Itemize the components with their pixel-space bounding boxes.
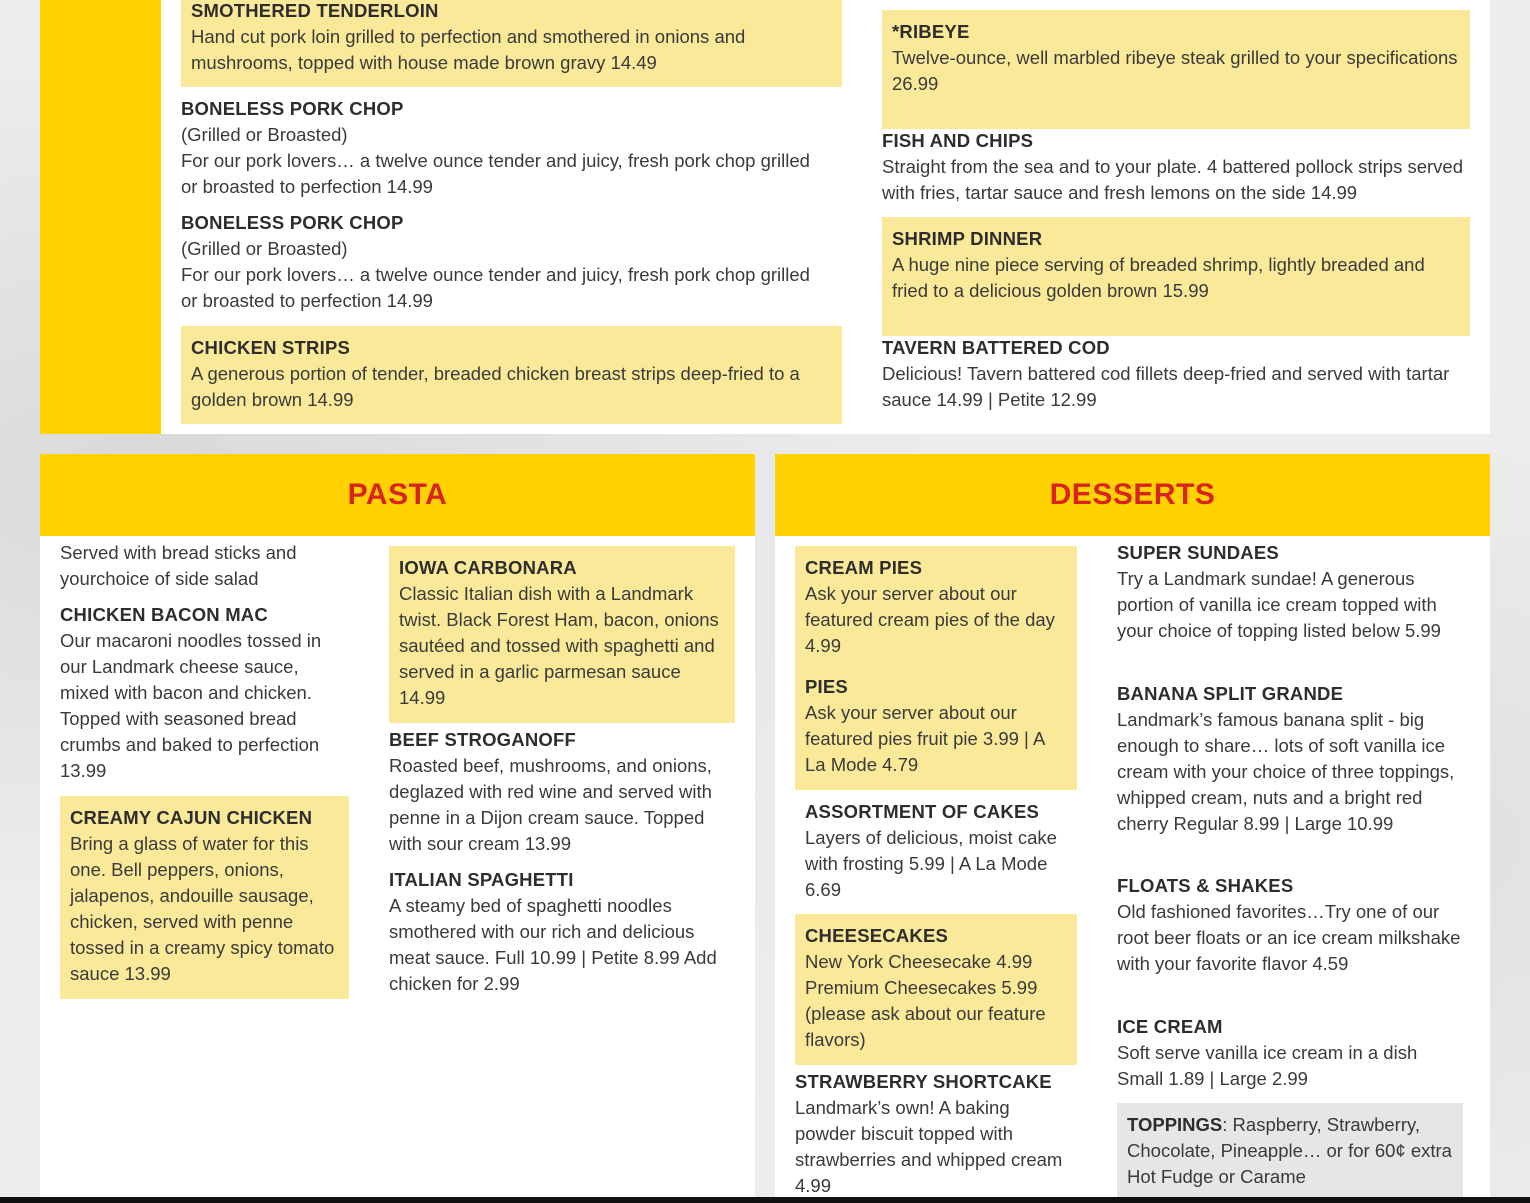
item-desc: Hand cut pork loin grilled to perfection and smothered in onions and mushrooms, topped with house made brown gravy 14.49	[191, 26, 746, 73]
bottom-edge-bar	[0, 1197, 1530, 1203]
menu-item-iowa-carbonara	[389, 546, 735, 723]
item-sub: (Grilled or Broasted)	[181, 238, 348, 259]
item-desc: Roasted beef, mushrooms, and onions, deglazed with red wine and served with penne in a Dijon cream sauce. Topped with sour cream 13.99	[389, 755, 712, 854]
item-name: FISH AND CHIPS	[882, 130, 1034, 151]
menu-item-ice-cream	[1117, 1014, 1462, 1092]
item-desc: A generous portion of tender, breaded chicken breast strips deep-fried to a golden brown 14.99	[191, 363, 800, 410]
menu-item-floats-and-shakes	[1117, 873, 1467, 977]
item-desc: Old fashioned favorites…Try one of our root beer floats or an ice cream milkshake with your favorite flavor 4.59	[1117, 901, 1461, 974]
toppings-text: : Raspberry, Strawberry, Chocolate, Pineapple… or for 60¢ extra Hot Fudge or Carame	[1127, 1114, 1452, 1187]
item-desc: For our pork lovers… a twelve ounce tender and juicy, fresh pork chop grilled or broasted to perfection 14.99	[181, 150, 810, 197]
menu-item-creamy-cajun-chicken	[60, 796, 349, 999]
menu-item-boneless-pork-chop-2	[181, 210, 821, 314]
menu-item-banana-split-grande	[1117, 681, 1467, 837]
menu-item-assortment-of-cakes	[795, 799, 1077, 903]
item-name: STRAWBERRY SHORTCAKE	[795, 1071, 1052, 1092]
item-name: SMOTHERED TENDERLOIN	[191, 0, 439, 21]
yellow-accent-bar	[40, 0, 161, 434]
menu-item-chicken-bacon-mac	[60, 602, 352, 784]
item-desc: Classic Italian dish with a Landmark twist. Black Forest Ham, bacon, onions sautéed and tossed with spaghetti and served in a garlic parmesan sauce 14.99	[399, 583, 719, 708]
item-desc: Twelve-ounce, well marbled ribeye steak grilled to your specifications 26.99	[892, 47, 1458, 94]
item-name: BONELESS PORK CHOP	[181, 98, 404, 119]
toppings-label: TOPPINGS	[1127, 1114, 1223, 1135]
item-desc: Landmark’s own! A baking powder biscuit topped with strawberries and whipped cream 4.99	[795, 1097, 1063, 1196]
menu-item-italian-spaghetti	[389, 867, 739, 997]
item-name: PIES	[805, 676, 848, 697]
menu-item-cheesecakes	[795, 914, 1077, 1065]
menu-item-tavern-battered-cod	[882, 335, 1472, 413]
item-name: ASSORTMENT OF CAKES	[805, 801, 1040, 822]
item-name: CREAMY CAJUN CHICKEN	[70, 807, 313, 828]
menu-item-cream-pies-and-pies	[795, 546, 1077, 790]
item-desc: Our macaroni noodles tossed in our Landmark cheese sauce, mixed with bacon and chicken. Topped with seasoned bread crumbs and baked to perfection 13.99	[60, 630, 322, 781]
item-name: IOWA CARBONARA	[399, 557, 577, 578]
item-desc: Delicious! Tavern battered cod fillets deep-fried and served with tartar sauce 14.99 | Petite 12.99	[882, 363, 1450, 410]
item-desc: Landmark’s famous banana split - big enough to share… lots of soft vanilla ice cream with your choice of three toppings, whipped cream, nuts and a bright red cherry Regular 8.99 | Large 10.99	[1117, 709, 1455, 834]
item-desc: Straight from the sea and to your plate. 4 battered pollock strips served with fries, tartar sauce and fresh lemons on the side 14.99	[882, 156, 1464, 203]
menu-item-ribeye	[882, 10, 1470, 129]
item-desc: A huge nine piece serving of breaded shrimp, lightly breaded and fried to a delicious golden brown 15.99	[892, 254, 1425, 301]
item-desc: Ask your server about our featured cream pies of the day 4.99	[805, 583, 1055, 656]
pasta-intro	[60, 540, 340, 592]
item-name: FLOATS & SHAKES	[1117, 875, 1294, 896]
item-sub: (Grilled or Broasted)	[181, 124, 348, 145]
item-name: SUPER SUNDAES	[1117, 542, 1279, 563]
pasta-header	[40, 454, 755, 536]
item-desc: Bring a glass of water for this one. Bell peppers, onions, jalapenos, andouille sausage, chicken, served with penne tossed in a creamy spicy tomato sauce 13.99	[70, 833, 335, 984]
pasta-title: PASTA	[347, 478, 448, 511]
item-name: CHEESECAKES	[805, 925, 949, 946]
item-name: BANANA SPLIT GRANDE	[1117, 683, 1344, 704]
item-desc: For our pork lovers… a twelve ounce tender and juicy, fresh pork chop grilled or broasted to perfection 14.99	[181, 264, 810, 311]
item-desc: Layers of delicious, moist cake with frosting 5.99 | A La Mode 6.69	[805, 827, 1057, 900]
item-name: BEEF STROGANOFF	[389, 729, 576, 750]
menu-item-beef-stroganoff	[389, 727, 733, 857]
intro-text: Served with bread sticks and yourchoice of side salad	[60, 542, 297, 589]
item-name: BONELESS PORK CHOP	[181, 212, 404, 233]
menu-item-shrimp-dinner	[882, 217, 1470, 336]
menu-item-chicken-strips	[181, 326, 842, 424]
item-name: CHICKEN BACON MAC	[60, 604, 268, 625]
item-desc: Soft serve vanilla ice cream in a dish Small 1.89 | Large 2.99	[1117, 1042, 1418, 1089]
desserts-header	[775, 454, 1490, 536]
menu-item-fish-and-chips	[882, 128, 1472, 206]
menu-item-strawberry-shortcake	[795, 1069, 1065, 1199]
item-name: TAVERN BATTERED COD	[882, 337, 1110, 358]
item-name: ICE CREAM	[1117, 1016, 1223, 1037]
item-name: *RIBEYE	[892, 21, 970, 42]
toppings-box	[1117, 1103, 1463, 1203]
menu-item-boneless-pork-chop	[181, 96, 821, 200]
item-name: CHICKEN STRIPS	[191, 337, 351, 358]
menu-item-smothered-tenderloin	[181, 0, 842, 87]
item-desc: New York Cheesecake 4.99 Premium Cheesecakes 5.99 (please ask about our feature flavors)	[805, 951, 1046, 1050]
item-name: CREAM PIES	[805, 557, 923, 578]
desserts-title: DESSERTS	[1049, 478, 1216, 511]
item-desc: A steamy bed of spaghetti noodles smothered with our rich and delicious meat sauce. Full 10.99 | Petite 8.99 Add chicken for 2.99	[389, 895, 717, 994]
item-name: SHRIMP DINNER	[892, 228, 1043, 249]
menu-item-super-sundaes	[1117, 540, 1462, 644]
item-name: ITALIAN SPAGHETTI	[389, 869, 574, 890]
item-desc: Ask your server about our featured pies fruit pie 3.99 | A La Mode 4.79	[805, 702, 1045, 775]
item-desc: Try a Landmark sundae! A generous portion of vanilla ice cream topped with your choice of topping listed below 5.99	[1117, 568, 1441, 641]
